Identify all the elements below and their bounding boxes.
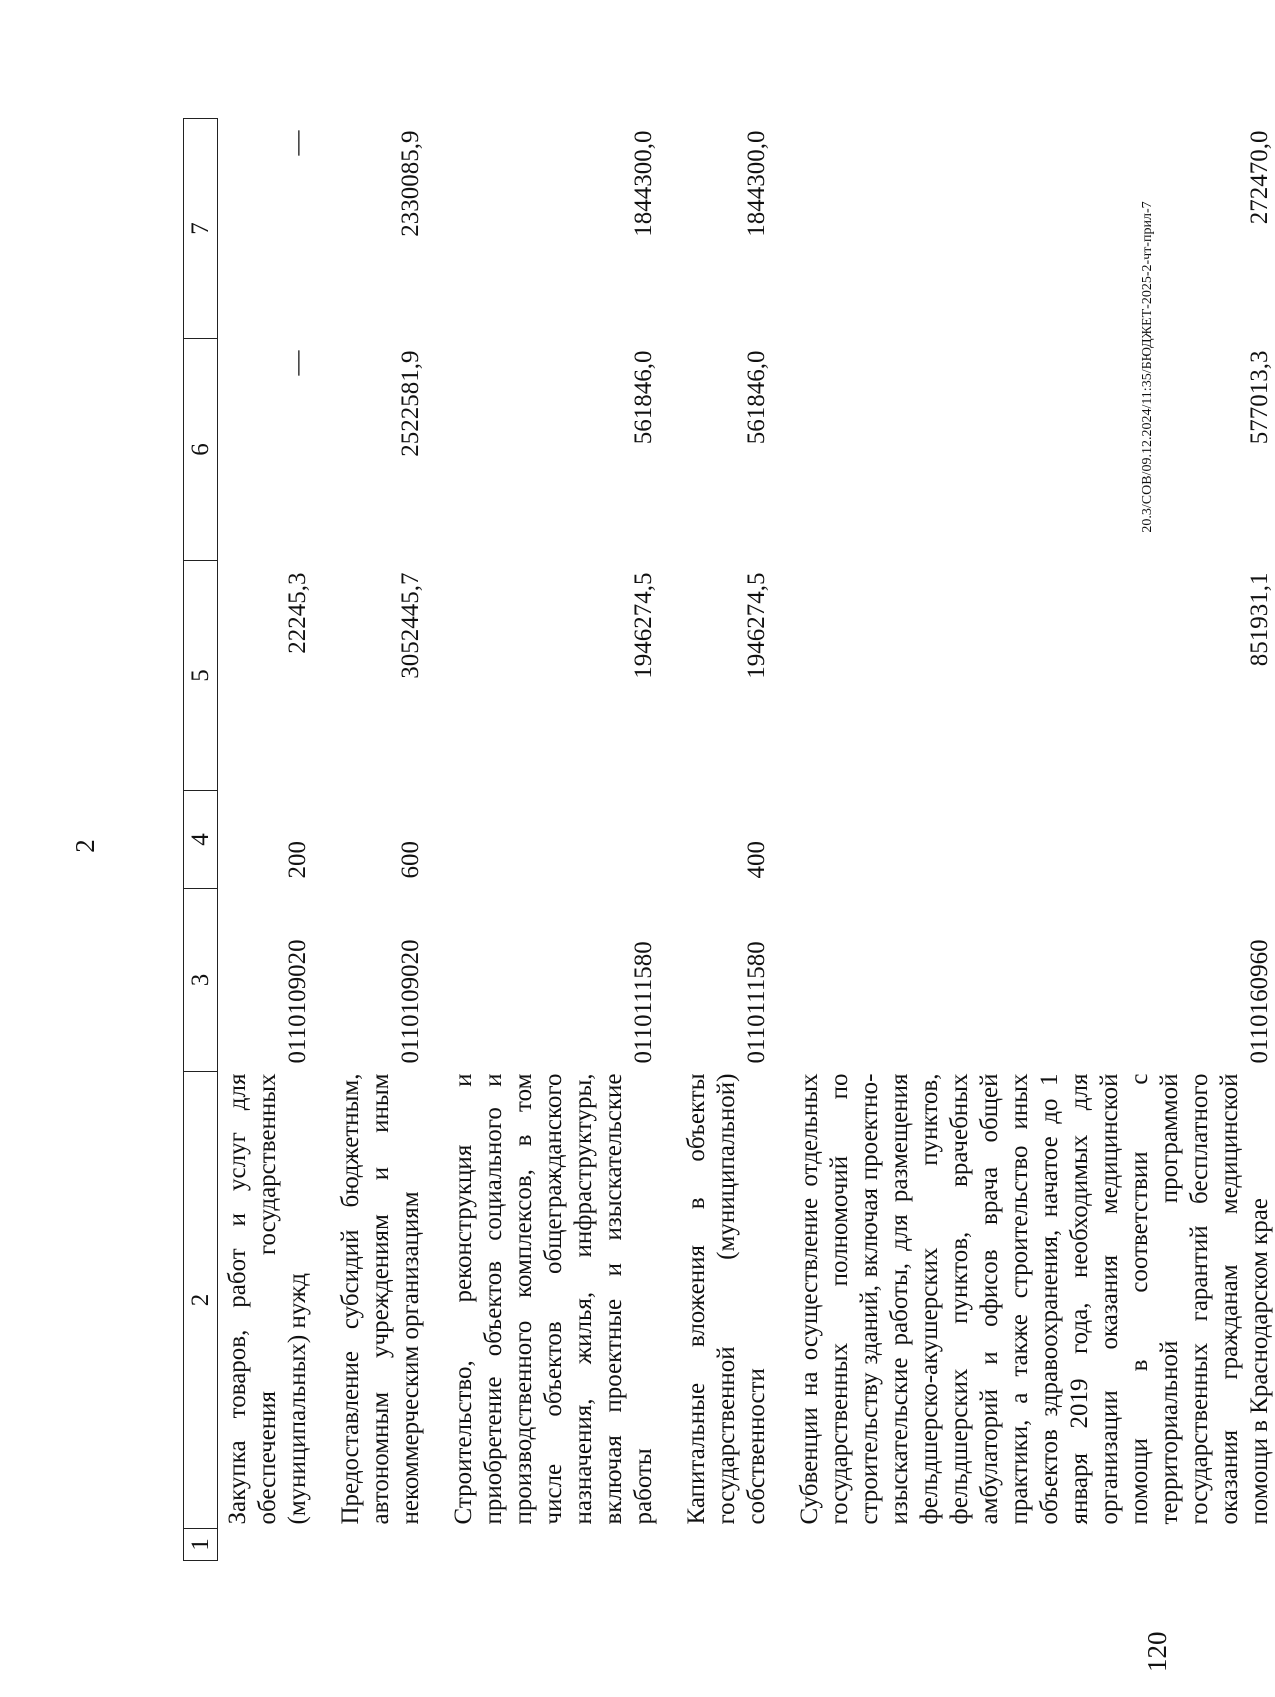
- expense-type-cell: [772, 791, 1275, 889]
- amount-cell: 1844300,0: [630, 130, 657, 237]
- table-row: [426, 119, 659, 1561]
- column-header: 2: [184, 1072, 218, 1529]
- amount-cell: 1844300,0: [743, 130, 770, 237]
- budget-table: [183, 118, 1275, 1561]
- table-row: [313, 119, 426, 1561]
- description-cell: Закупка товаров, работ и услуг для обеспечения государственных (муниципальных) нужд: [224, 1073, 311, 1525]
- row-number-cell: [659, 1529, 772, 1561]
- sheet-number: 120: [1142, 1631, 1172, 1672]
- target-article-cell: 0110160960: [1246, 939, 1273, 1064]
- table-header-row: [184, 119, 218, 1561]
- amount-cell: 22245,3: [284, 572, 311, 654]
- amount-cell: —: [284, 350, 311, 376]
- expense-type-cell: [426, 791, 659, 889]
- amount-cell: 2330085,9: [397, 130, 424, 237]
- amount-cell: 1946274,5: [743, 572, 770, 679]
- amount-cell: 561846,0: [743, 350, 770, 445]
- amount-cell: 3052445,7: [397, 572, 424, 679]
- amount-cell: 577013,3: [1246, 350, 1273, 445]
- row-number-cell: [772, 1529, 1275, 1561]
- amount-cell: 272470,0: [1246, 130, 1273, 225]
- target-article-cell: 0110111580: [630, 941, 657, 1064]
- description-cell: Строительство, реконструкция и приобретение объектов социального и производственного комплексов, в том числе объектов общегражданского назначения, жилья, инфраструктуры, включая проектные и изыскательские работы: [450, 1073, 657, 1525]
- page-number: 2: [70, 839, 100, 853]
- amount-cell: 561846,0: [630, 350, 657, 445]
- column-header: 7: [184, 119, 218, 339]
- row-number-cell: [426, 1529, 659, 1561]
- amount-cell: 2522581,9: [397, 350, 424, 457]
- target-article-cell: 0110109020: [284, 939, 311, 1064]
- amount-cell: 1946274,5: [630, 572, 657, 679]
- expense-type-cell: 400: [743, 841, 770, 879]
- description-cell: Субвенции на осуществление отдельных государственных полномочий по строительству зданий, включая проектно-изыскательские работы, для размещения фельдшерско-акушерских пунктов, фельдшерских пунктов, врачебных амбулаторий и офисов врача общей практики, а также строительство иных объектов здравоохранения, начатое до 1 января 2019 года, необходимых для организации оказания медицинской помощи в соответствии с территориальной программой государственных гарантий бесплатного оказания гражданам медицинской помощи в Краснодарском крае: [796, 1073, 1273, 1525]
- description-cell: Предоставление субсидий бюджетным, автономным учреждениям и иным некоммерческим организациям: [337, 1073, 424, 1525]
- row-number-cell: [313, 1529, 426, 1561]
- expense-type-cell: 200: [284, 841, 311, 879]
- column-header: 1: [184, 1529, 218, 1561]
- description-cell: Капитальные вложения в объекты государственной (муниципальной) собственности: [683, 1073, 770, 1525]
- column-header: 3: [184, 889, 218, 1072]
- column-header: 6: [184, 339, 218, 561]
- amount-cell: 851931,1: [1246, 572, 1273, 667]
- table-row: [659, 119, 772, 1561]
- column-header: 4: [184, 791, 218, 889]
- expense-type-cell: 600: [397, 841, 424, 879]
- target-article-cell: 0110111580: [743, 941, 770, 1064]
- column-header: 5: [184, 561, 218, 791]
- document-code: 20.3/СОВ/09.12.2024/11:35/БЮДЖЕТ-2025-2-чт-прил-7: [1140, 201, 1155, 533]
- table-row: [218, 119, 314, 1561]
- amount-cell: —: [284, 130, 311, 156]
- table-row: [772, 119, 1275, 1561]
- row-number-cell: [218, 1529, 314, 1561]
- target-article-cell: 0110109020: [397, 939, 424, 1064]
